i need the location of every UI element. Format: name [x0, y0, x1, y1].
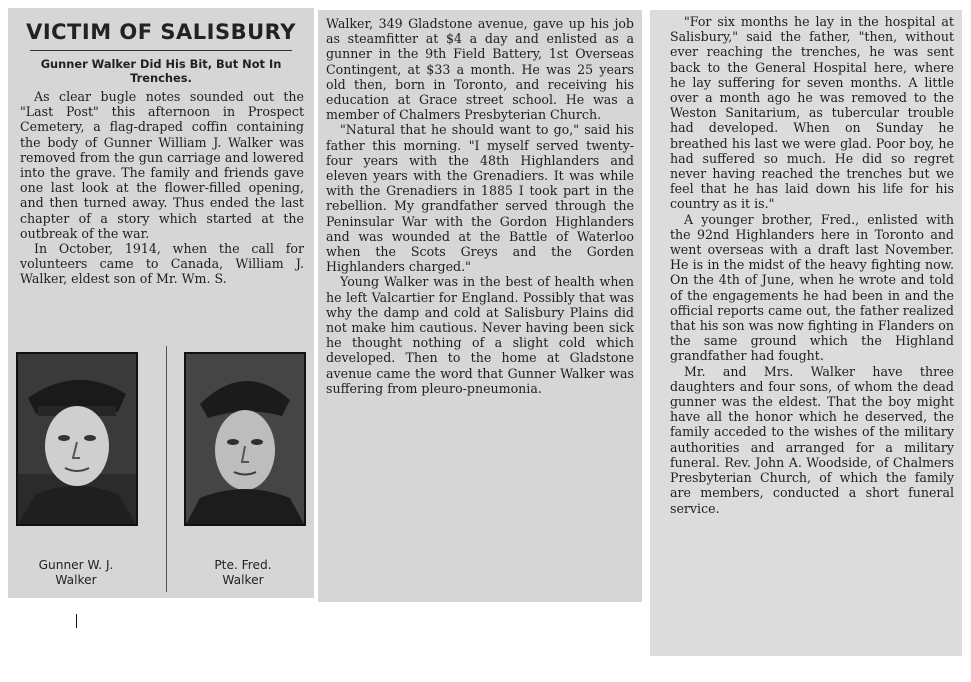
column-two: [318, 10, 642, 602]
portrait-gunner-walker-image: [18, 354, 136, 524]
paragraph: "For six months he lay in the hospital at Salisbury," said the father, "then, without ever reaching the trenches, he was sent back to the General Hospital here, where he lay suffering for seven months. A little over a month ago he was removed to the Weston Sanitarium, as tubercular trouble had developed. When on Sunday he breathed his last we were glad. Poor boy, he had suffered so much. He did so regret never having reached the trenches but we feel that he has laid down his life for his country as it is.": [670, 14, 954, 212]
caption-line: Gunner W. J.: [38, 558, 114, 572]
portrait-gunner-walker: [16, 352, 138, 526]
portrait-pte-fred-walker: [184, 352, 306, 526]
paragraph: Young Walker was in the best of health when he left Valcartier for England. Possibly that was why the damp and cold at Salisbury Plains did not make him cautious. Never having been sick he thought nothing of a slight cold which developed. Then to the home at Gladstone avenue came the word that Gunner Walker was suffering from pleuro-pneumonia.: [326, 274, 634, 396]
paragraph: In October, 1914, when the call for volunteers came to Canada, William J. Walker, eldest son of Mr. Wm. S.: [20, 241, 304, 287]
column-three-text: [650, 10, 962, 516]
caption-line: Walker: [55, 573, 97, 587]
article-subheadline: Gunner Walker Did His Bit, But Not In Trenches.: [40, 57, 282, 85]
paragraph: As clear bugle notes sounded out the "Last Post" this afternoon in Prospect Cemetery, a flag-draped coffin containing the body of Gunner William J. Walker was removed from the gun carriage and lowered into the grave. The family and friends gave one last look at the flower-filled opening, and then turned away. Thus ended the last chapter of a story which started at the outbreak of the war.: [20, 89, 304, 241]
paragraph: Walker, 349 Gladstone avenue, gave up his job as steamfitter at $4 a day and enlisted as a gunner in the 9th Field Battery, 1st Overseas Contingent, at $33 a month. He was 25 years old then, born in Toronto, and receiving his education at Grace street school. He was a member of Chalmers Presbyterian Church.: [326, 16, 634, 123]
column-one-text: [8, 89, 314, 287]
column-three: [650, 10, 962, 656]
scan-mark: [76, 614, 77, 628]
photo-divider: [166, 346, 167, 592]
paragraph: "Natural that he should want to go," said his father this morning. "I myself served twenty-four years with the 48th Highlanders and eleven years with the Grenadiers. It was while with the Grenadiers in 1885 I took part in the rebellion. My grandfather served through the Peninsular War with the Gordon Highlanders and was wounded at the Battle of Waterloo when the Scots Greys and the Gorden Highlanders charged.": [326, 122, 634, 275]
article-headline: VICTIM OF SALISBURY: [26, 20, 296, 44]
photo-caption-left: [11, 558, 141, 588]
photo-panel: [8, 338, 314, 598]
caption-line: Pte. Fred.: [214, 558, 272, 572]
headline-rule: [30, 50, 292, 51]
paragraph: A younger brother, Fred., enlisted with the 92nd Highlanders here in Toronto and went overseas with a draft last November. He is in the midst of the heavy fighting now. On the 4th of June, when he wrote and told of the engagements he had been in and the official reports came out, the father realized that his son was now fighting in Flanders on the same ground which the Highland grandfather had fought.: [670, 211, 954, 364]
column-one: [8, 8, 314, 598]
photo-caption-right: [178, 558, 308, 588]
paragraph: Mr. and Mrs. Walker have three daughters and four sons, of whom the dead gunner was the eldest. That the boy might have all the honor which he deserved, the family acceded to the wishes of the military authorities and arranged for a military funeral. Rev. John A. Woodside, of Chalmers Presbyterian Church, of which the family are members, conducted a short funeral service.: [670, 363, 954, 516]
column-two-text: [318, 10, 642, 396]
portrait-pte-fred-walker-image: [186, 354, 304, 524]
caption-line: Walker: [222, 573, 264, 587]
